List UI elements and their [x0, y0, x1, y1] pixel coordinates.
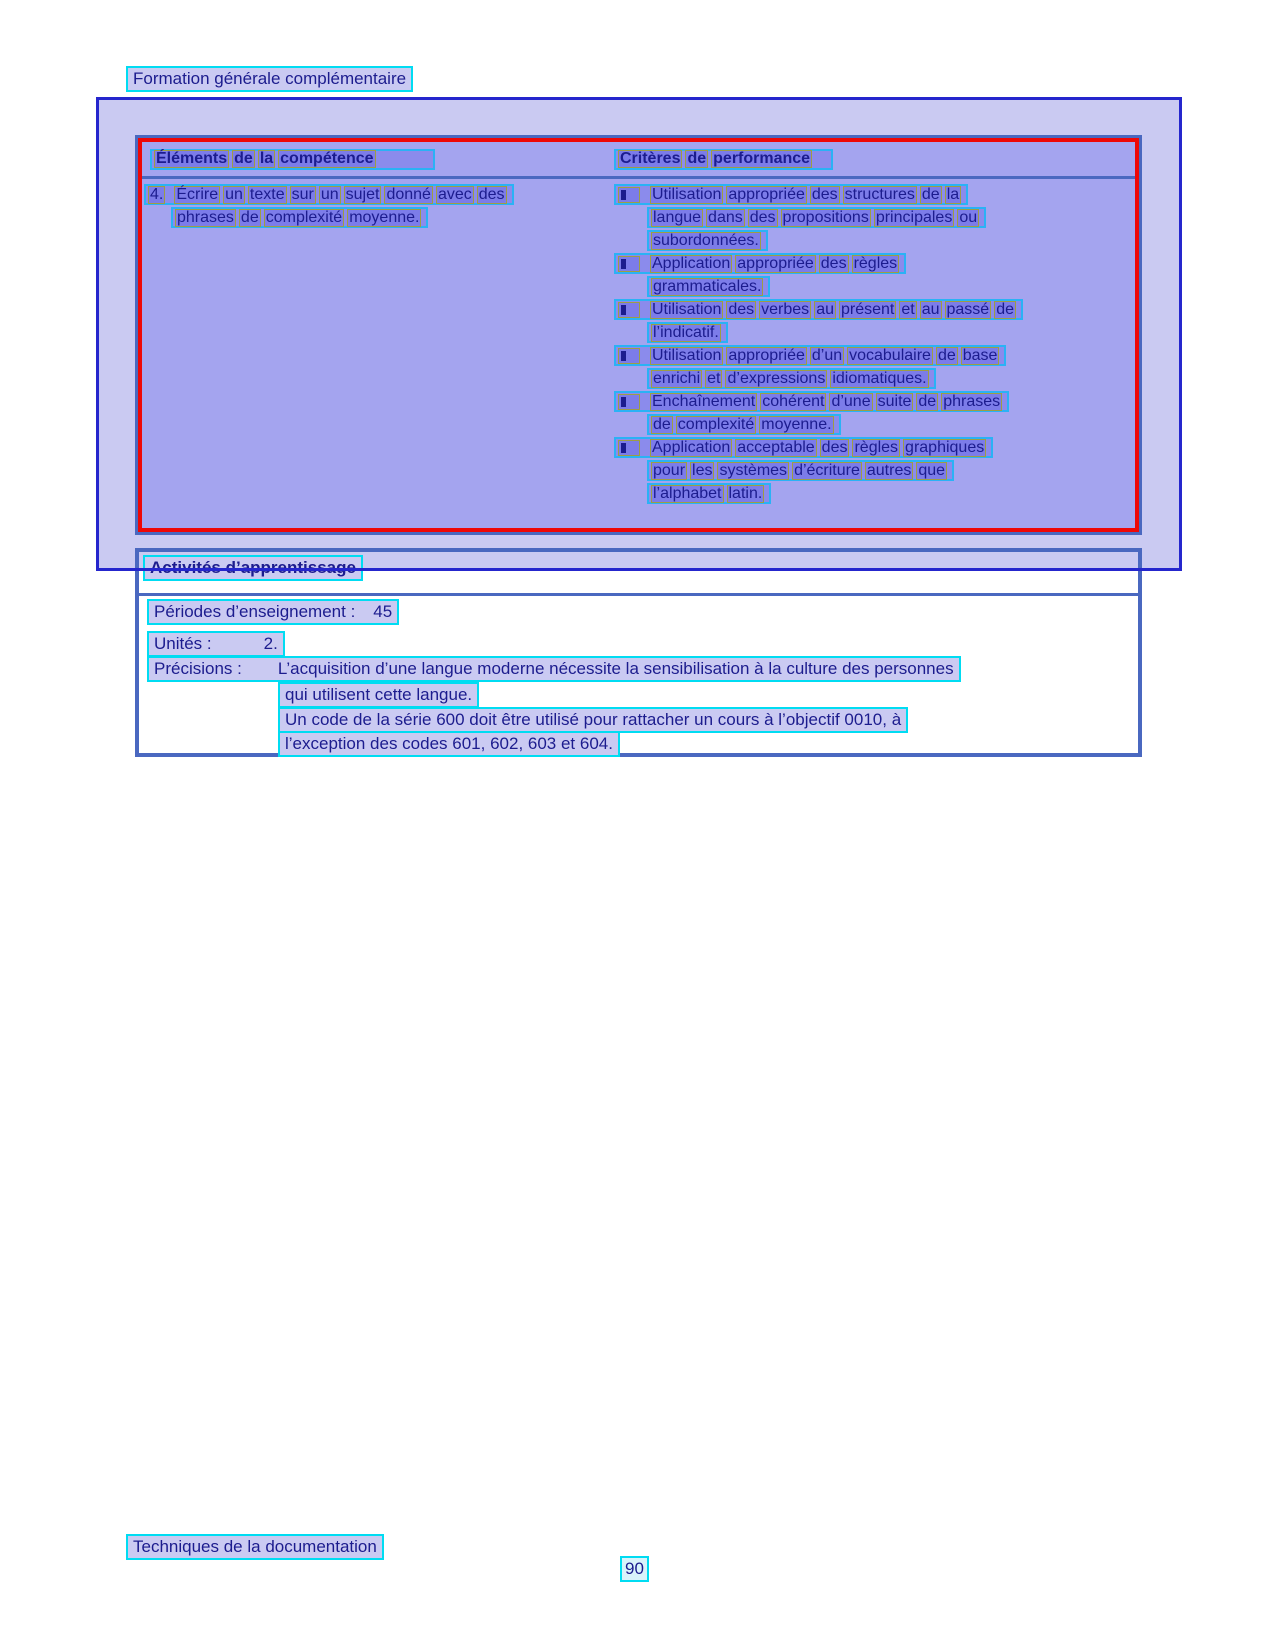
criteria-line: [614, 345, 1133, 368]
bullet-icon: [618, 348, 640, 364]
units-field: [147, 631, 285, 657]
criteria-line: [647, 483, 1133, 506]
criteria-text: Application acceptable des règles graphiques: [652, 438, 985, 456]
periods-label: Périodes d’enseignement :: [154, 602, 356, 621]
criteria-line: [647, 414, 1133, 437]
page-number: 90: [620, 1556, 649, 1582]
header-elements-text: Éléments de la compétence: [156, 150, 374, 167]
criteria-text: Enchaînement cohérent d’une suite de phrases: [652, 392, 1001, 410]
bullet-icon: [618, 302, 640, 318]
header-criteria-text: Critères de performance: [620, 150, 811, 167]
element-line: [171, 207, 614, 230]
periods-field: [147, 599, 399, 625]
criteria-line: [647, 368, 1133, 391]
precisions-text-line: qui utilisent cette langue.: [278, 682, 479, 708]
criteria-line: [647, 207, 1133, 230]
red-annotation-frame: [138, 138, 1139, 532]
criteria-line: [614, 437, 1133, 460]
precisions-text-line: l’exception des codes 601, 602, 603 et 604.: [278, 731, 620, 757]
criteria-line: [647, 322, 1133, 345]
precisions-text-line: Un code de la série 600 doit être utilisé pour rattacher un cours à l’objectif 0010, à: [278, 707, 908, 733]
criteria-text: de complexité moyenne.: [653, 415, 832, 433]
activities-section: [135, 548, 1142, 757]
element-text: phrases de complexité moyenne.: [177, 208, 420, 226]
table-header-row: [142, 142, 1135, 179]
running-header-label: Formation générale complémentaire: [126, 66, 413, 92]
criteria-text: Utilisation des verbes au présent et au passé de: [652, 300, 1014, 318]
criteria-line: [614, 299, 1133, 322]
criteria-text: subordonnées.: [653, 231, 759, 249]
criteria-text: Application appropriée des règles: [652, 254, 898, 272]
criteria-line: [614, 391, 1133, 414]
outer-annotation-box-bottom-border: [96, 568, 1182, 571]
periods-value: 45: [373, 602, 393, 621]
precisions-label: Précisions :: [154, 659, 242, 678]
units-value: 2.: [263, 634, 278, 653]
criteria-text: langue dans des propositions principales ou: [653, 208, 978, 226]
criteria-line: [614, 253, 1133, 276]
element-cell: [144, 184, 614, 506]
criteria-cell: [614, 184, 1133, 506]
footer-document-title: Techniques de la documentation: [126, 1534, 384, 1560]
bullet-icon: [618, 440, 640, 456]
units-label: Unités :: [154, 634, 212, 653]
table-body-row: [142, 179, 1135, 506]
competency-table: [135, 135, 1142, 535]
criteria-text: grammaticales.: [653, 277, 762, 295]
bullet-icon: [618, 187, 640, 203]
criteria-text: enrichi et d’expressions idiomatiques.: [653, 369, 927, 387]
bullet-icon: [618, 256, 640, 272]
criteria-line: [647, 230, 1133, 253]
header-cell-elements: [150, 149, 435, 170]
element-line: [144, 184, 614, 207]
header-cell-criteria: [614, 149, 833, 170]
criteria-text: pour les systèmes d’écriture autres que: [653, 461, 946, 479]
criteria-text: l’indicatif.: [653, 323, 719, 341]
bullet-icon: [618, 394, 640, 410]
criteria-text: Utilisation appropriée d’un vocabulaire de base: [652, 346, 998, 364]
criteria-line: [647, 460, 1133, 483]
criteria-text: l’alphabet latin.: [653, 484, 763, 502]
criteria-text: Utilisation appropriée des structures de la: [652, 185, 960, 203]
criteria-line: [614, 184, 1133, 207]
element-text: Écrire un texte sur un sujet donné avec des: [176, 185, 505, 203]
criteria-line: [647, 276, 1133, 299]
precisions-field: [147, 656, 961, 682]
activities-title-separator: [139, 593, 1138, 596]
item-number: 4.: [150, 185, 164, 203]
precisions-text: L’acquisition d’une langue moderne nécessite la sensibilisation à la culture des personnes: [277, 659, 954, 678]
